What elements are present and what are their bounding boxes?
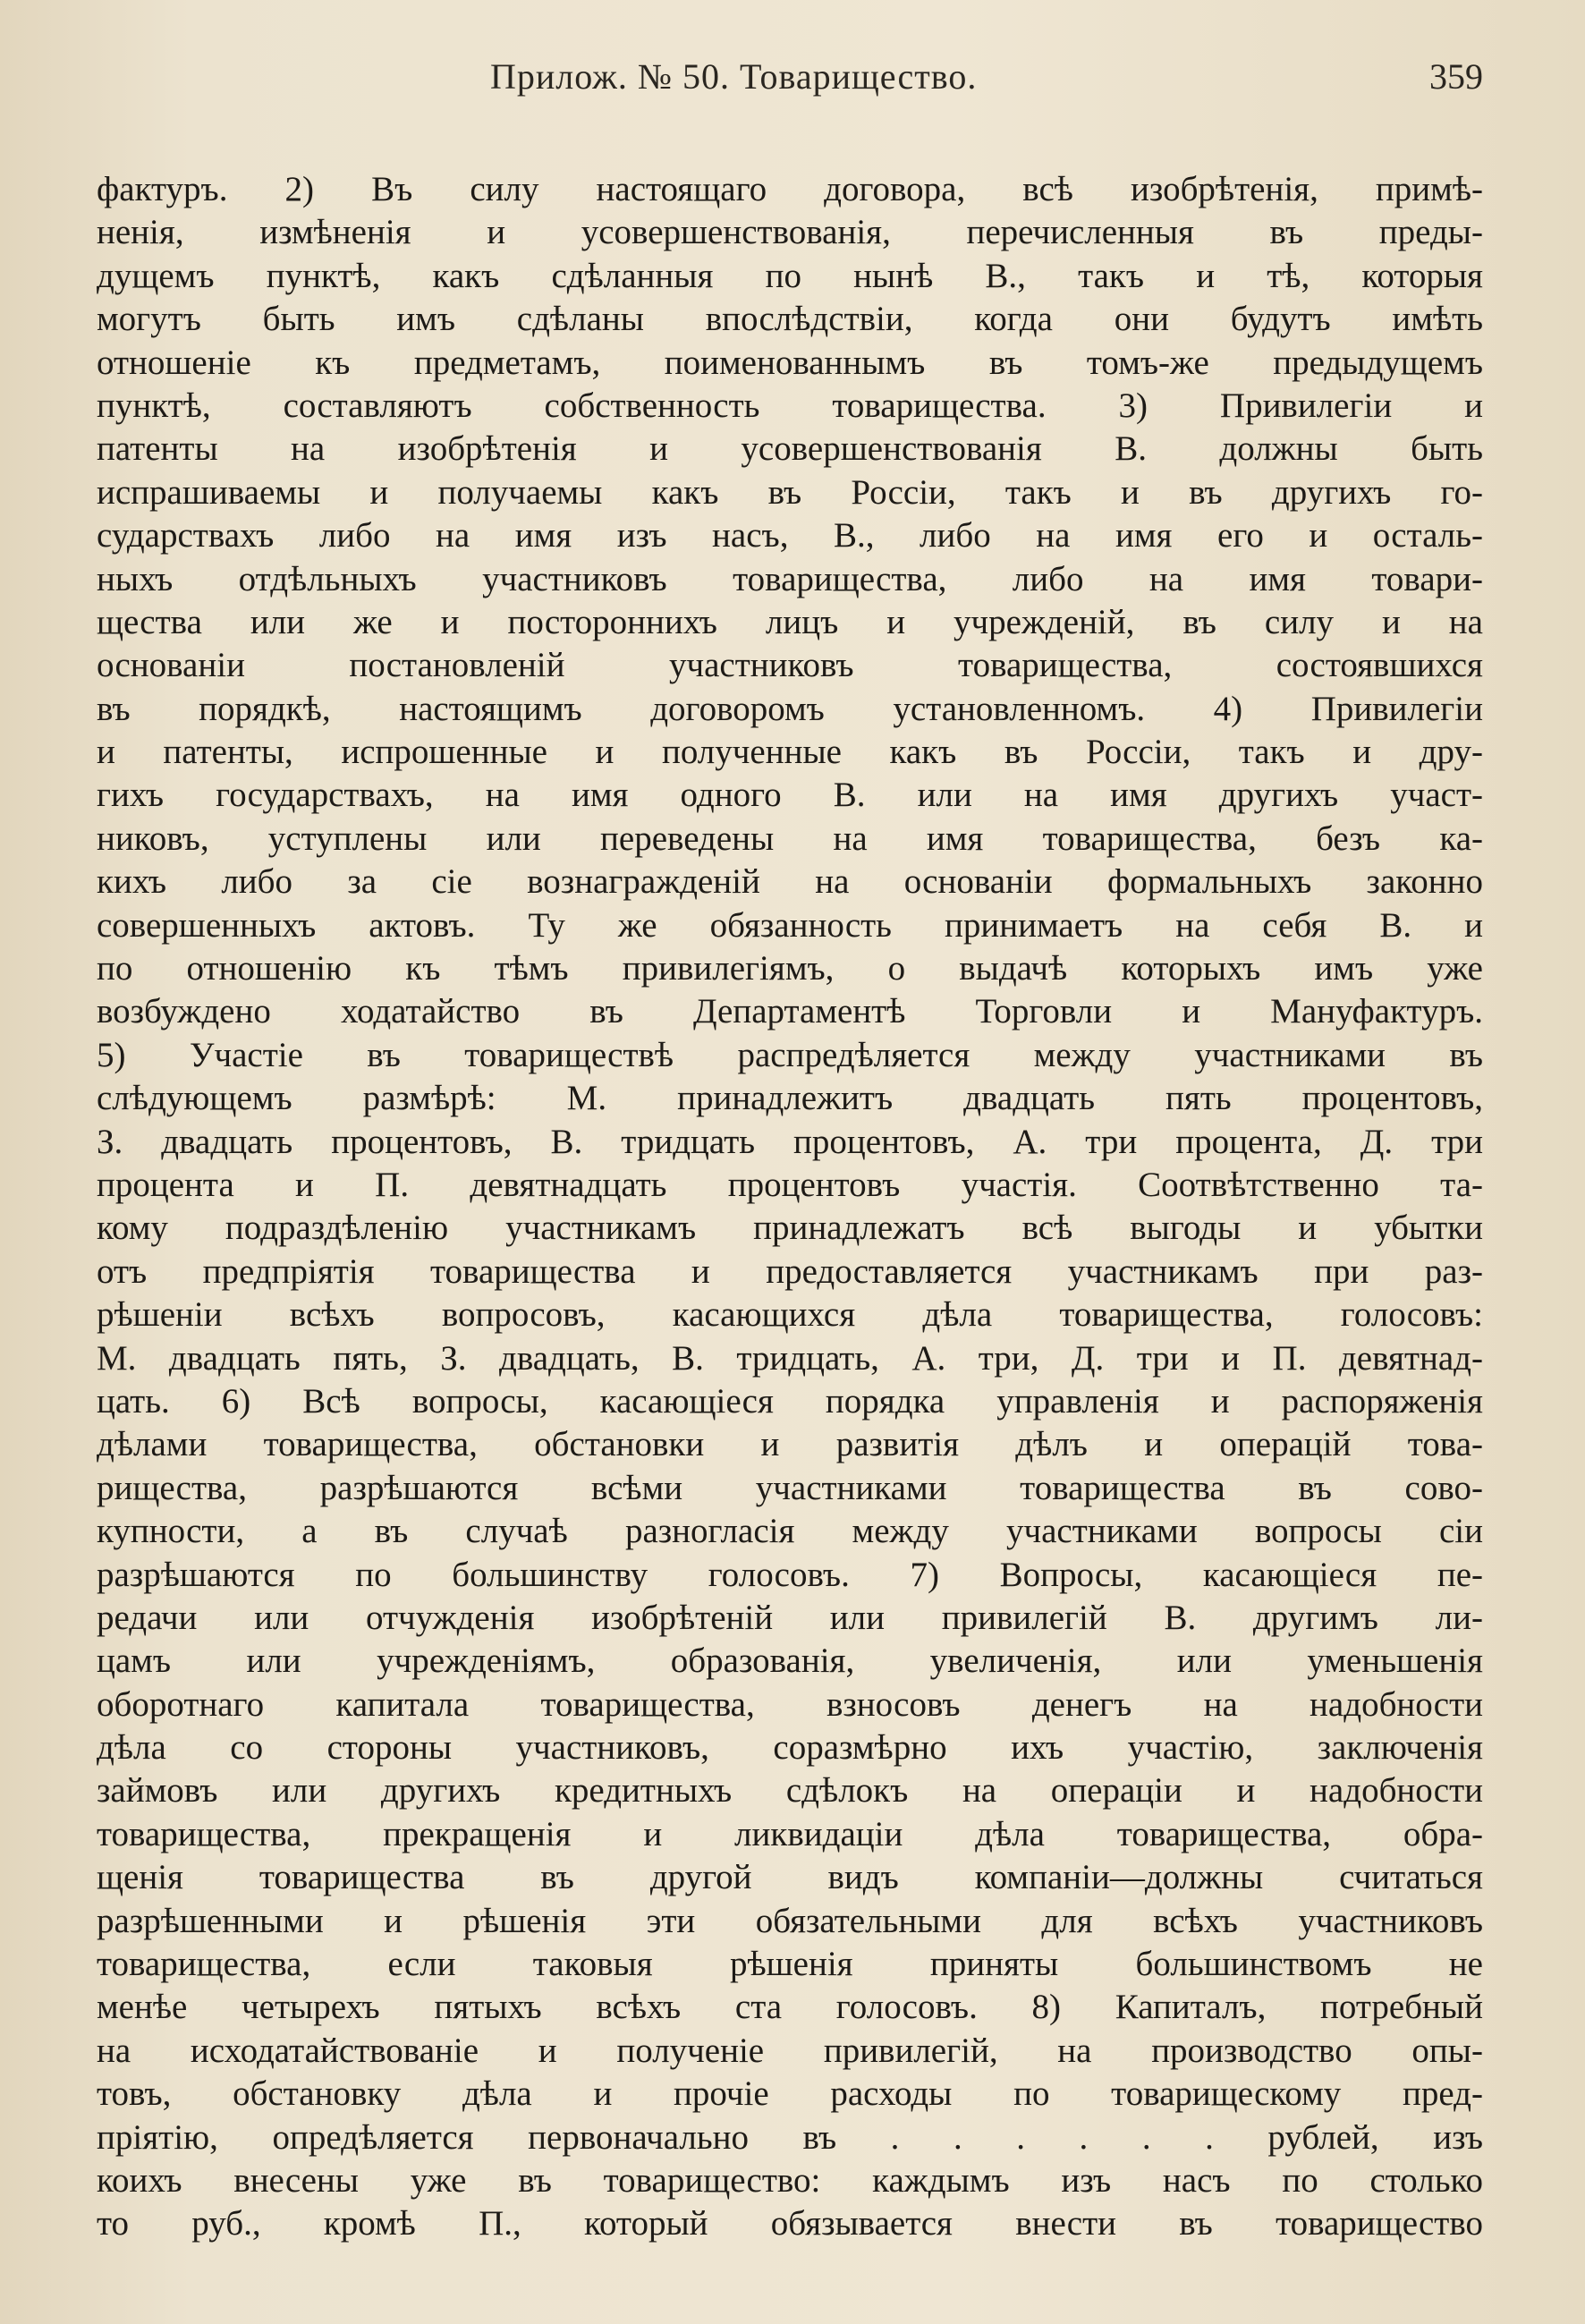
text-line: въ порядкѣ, настоящимъ договоромъ установленномъ. 4) Привилегіи [97, 689, 1483, 728]
running-title: Прилож. № 50. Товарищество. [490, 56, 978, 97]
text-line: сударствахъ либо на имя изъ насъ, В., либо на имя его и осталь- [97, 516, 1483, 556]
text-line: и патенты, испрошенные и полученные какъ въ Россіи, такъ и дру- [97, 733, 1483, 772]
text-line: оборотнаго капитала товарищества, взносовъ денегъ на надобности [97, 1684, 1483, 1724]
text-line: ныхъ отдѣльныхъ участниковъ товарищества, либо на имя товари- [97, 559, 1483, 598]
text-line: дѣла со стороны участниковъ, соразмѣрно ихъ участію, заключенія [97, 1728, 1483, 1768]
text-line: щенія товарищества въ другой видъ компаніи—должны считаться [97, 1858, 1483, 1897]
text-line: щества или же и постороннихъ лицъ и учрежденій, въ силу и на [97, 602, 1483, 641]
text-line: дущемъ пунктѣ, какъ сдѣланныя по нынѣ В., такъ и тѣ, которыя [97, 256, 1483, 295]
text-line: патенты на изобрѣтенія и усовершенствованія В. должны быть [97, 429, 1483, 469]
text-line: возбуждено ходатайство въ Департаментѣ Торговли и Мануфактуръ. [97, 992, 1483, 1031]
text-line: М. двадцать пять, З. двадцать, В. тридцать, А. три, Д. три и П. девятнад- [97, 1338, 1483, 1378]
text-line: коихъ внесены уже въ товарищество: каждымъ изъ насъ по столько [97, 2160, 1483, 2200]
text-line: товъ, обстановку дѣла и прочіе расходы по товарищескому пред- [97, 2074, 1483, 2114]
text-line: отношеніе къ предметамъ, поименованнымъ въ томъ-же предыдущемъ [97, 343, 1483, 382]
running-head [97, 55, 1483, 109]
text-line: товарищества, прекращенія и ликвидаціи дѣла товарищества, обра- [97, 1814, 1483, 1853]
page-number: 359 [1429, 56, 1483, 97]
text-line: займовъ или другихъ кредитныхъ сдѣлокъ на операціи и надобности [97, 1771, 1483, 1811]
text-line: цать. 6) Всѣ вопросы, касающіеся порядка управленія и распоряженія [97, 1381, 1483, 1421]
text-line: цамъ или учрежденіямъ, образованія, увеличенія, или уменьшенія [97, 1641, 1483, 1681]
text-line: то руб., кромѣ П., который обязывается внести въ товарищество [97, 2204, 1483, 2243]
text-line: слѣдующемъ размѣрѣ: М. принадлежитъ двадцать пять процентовъ, [97, 1079, 1483, 1118]
text-line: на исходатайствованіе и полученіе привилегій, на производство опы- [97, 2031, 1483, 2070]
text-line: разрѣшаются по большинству голосовъ. 7) Вопросы, касающіеся пе- [97, 1555, 1483, 1594]
text-line: фактуръ. 2) Въ силу настоящаго договора, всѣ изобрѣтенія, примѣ- [97, 170, 1483, 208]
text-line: рищества, разрѣшаются всѣми участниками товарищества въ сово- [97, 1468, 1483, 1507]
text-line: редачи или отчужденія изобрѣтеній или привилегій В. другимъ ли- [97, 1598, 1483, 1637]
text-line: кому подраздѣленію участникамъ принадлежатъ всѣ выгоды и убытки [97, 1209, 1483, 1248]
text-line: отъ предпріятія товарищества и предоставляется участникамъ при раз- [97, 1251, 1483, 1291]
text-line: никовъ, уступлены или переведены на имя товарищества, безъ ка- [97, 818, 1483, 858]
text-line: купности, а въ случаѣ разногласія между участниками вопросы сіи [97, 1512, 1483, 1551]
body-text [97, 168, 1483, 2246]
text-line: по отношенію къ тѣмъ привилегіямъ, о выдачѣ которыхъ имъ уже [97, 949, 1483, 988]
text-line: могутъ быть имъ сдѣланы впослѣдствіи, когда они будутъ имѣть [97, 300, 1483, 339]
text-line: гихъ государствахъ, на имя одного В. или на имя другихъ участ- [97, 776, 1483, 815]
text-line: пріятію, опредѣляется первоначально въ . . . . . . рублей, изъ [97, 2117, 1483, 2157]
text-line: З. двадцать процентовъ, В. тридцать процентовъ, А. три процента, Д. три [97, 1122, 1483, 1161]
text-line: процента и П. девятнадцать процентовъ участія. Соотвѣтственно та- [97, 1165, 1483, 1204]
text-line: кихъ либо за сіе вознагражденій на основаніи формальныхъ законно [97, 862, 1483, 902]
text-line: товарищества, если таковыя рѣшенія приняты большинствомъ не [97, 1945, 1483, 1984]
text-line: испрашиваемы и получаемы какъ въ Россіи, такъ и въ другихъ го- [97, 472, 1483, 512]
text-line: рѣшеніи всѣхъ вопросовъ, касающихся дѣла товарищества, голосовъ: [97, 1295, 1483, 1335]
text-line: пунктѣ, составляютъ собственность товарищества. 3) Привилегіи и [97, 386, 1483, 425]
text-line: дѣлами товарищества, обстановки и развитія дѣлъ и операцій това- [97, 1425, 1483, 1464]
text-line: ненія, измѣненія и усовершенствованія, перечисленныя въ преды- [97, 213, 1483, 252]
text-line: совершенныхъ актовъ. Ту же обязанность принимаетъ на себя В. и [97, 905, 1483, 945]
text-line: разрѣшенными и рѣшенія эти обязательными для всѣхъ участниковъ [97, 1901, 1483, 1940]
text-line: основаніи постановленій участниковъ товарищества, состоявшихся [97, 646, 1483, 685]
text-line: 5) Участіе въ товариществѣ распредѣляется между участниками въ [97, 1035, 1483, 1074]
text-line: менѣе четырехъ пятыхъ всѣхъ ста голосовъ. 8) Капиталъ, потребный [97, 1988, 1483, 2027]
